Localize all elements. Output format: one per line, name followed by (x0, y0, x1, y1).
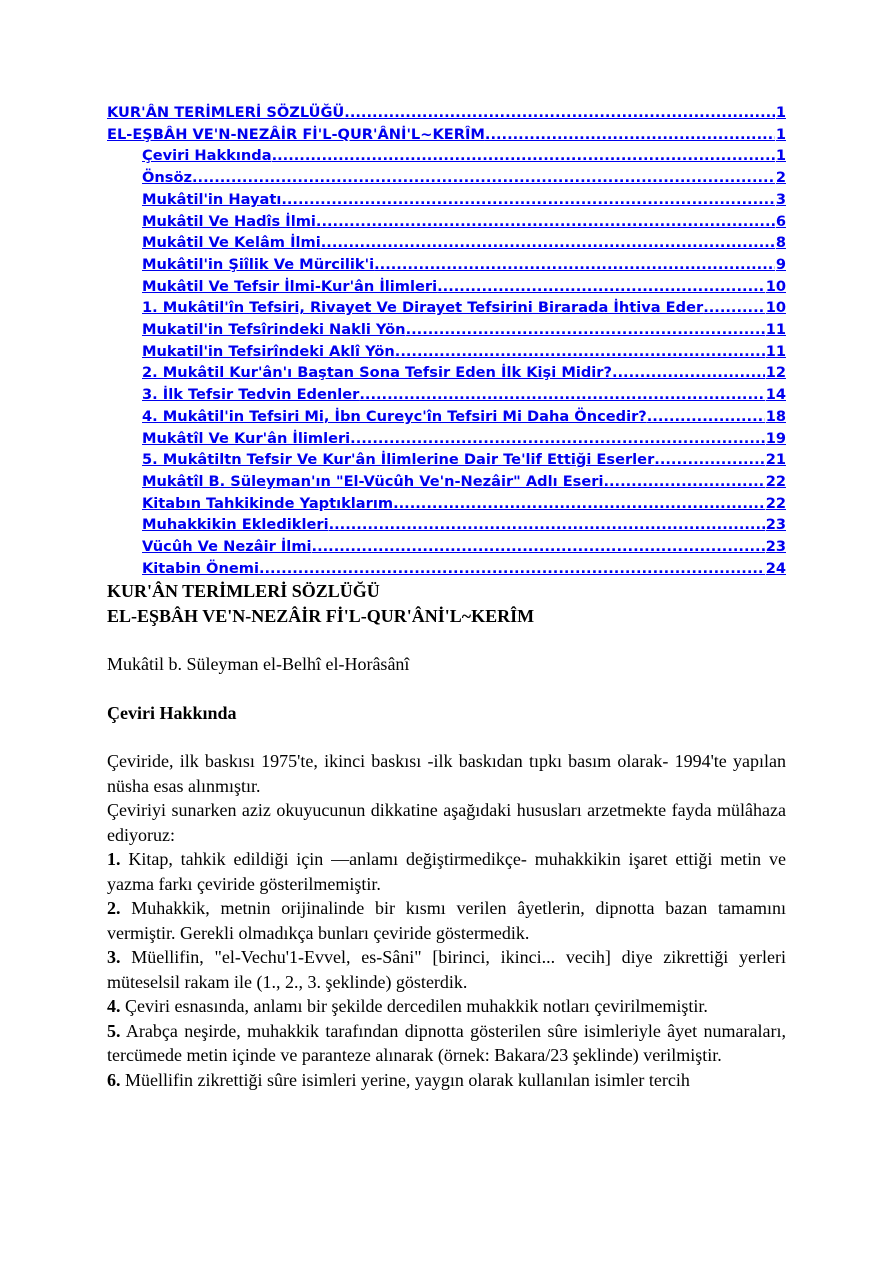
toc-entry-title: Vücûh Ve Nezâir İlmi (142, 538, 312, 556)
toc-entry-title: 1. Mukâtil'în Tefsiri, Rivayet Ve Dirayet Tefsirini Birarada İhtiva Eder (142, 299, 704, 317)
toc-link[interactable] (142, 319, 786, 341)
toc-entry-title: Muhakkikin Ekledikleri (142, 516, 329, 534)
toc-link[interactable] (142, 232, 786, 254)
intro-paragraph: Çeviride, ilk baskısı 1975'te, ikinci baskısı -ilk baskıdan tıpkı basım olarak- 1994'te yapılan nüsha esas alınmıştır. (107, 751, 786, 796)
document-body (107, 579, 786, 1092)
toc-entry-title: 5. Mukâtiltn Tefsir Ve Kur'ân İlimlerine Dair Te'lif Ettiği Eserler (142, 451, 655, 469)
toc-entry-title: 2. Mukâtil Kur'ân'ı Baştan Sona Tefsir Eden İlk Kişi Midir? (142, 364, 612, 382)
toc-page-number: 10 (765, 277, 786, 295)
toc-page-number: 22 (765, 472, 786, 490)
toc-page-number: 19 (765, 429, 786, 447)
toc-entry (107, 362, 786, 384)
toc-entry (107, 449, 786, 471)
toc-dot-leader (312, 536, 765, 558)
toc-link[interactable] (142, 211, 786, 233)
intro-paragraph: Çeviriyi sunarken aziz okuyucunun dikkatine aşağıdaki hususları arzetmekte fayda mülâhaza ediyoruz: (107, 800, 786, 845)
toc-dot-leader (350, 428, 765, 450)
toc-link[interactable] (142, 189, 786, 211)
toc-link[interactable] (142, 493, 786, 515)
toc-dot-leader (316, 211, 775, 233)
toc-dot-leader (485, 124, 775, 146)
toc-entry (107, 276, 786, 298)
toc-entry (107, 211, 786, 233)
toc-dot-leader (395, 341, 765, 363)
toc-entry-title: EL-EŞBÂH VE'N-NEZÂİR Fİ'L-QUR'ÂNİ'L~KERÎM (107, 125, 485, 143)
toc-dot-leader (437, 276, 765, 298)
toc-page-number: 21 (765, 451, 786, 469)
toc-entry (107, 145, 786, 167)
toc-entry (107, 189, 786, 211)
toc-page-number: 1 (775, 125, 786, 143)
toc-page-number: 23 (765, 538, 786, 556)
toc-dot-leader (329, 514, 765, 536)
list-item-number: 2. (107, 898, 121, 919)
toc-entry-title: Mukatil'in Tefsirîndeki Aklî Yön (142, 342, 395, 360)
toc-entry (107, 384, 786, 406)
table-of-contents (107, 102, 786, 579)
toc-page-number: 10 (765, 299, 786, 317)
toc-entry (107, 471, 786, 493)
toc-entry-title: Çeviri Hakkında (142, 147, 272, 165)
toc-entry (107, 232, 786, 254)
toc-page-number: 1 (775, 104, 786, 121)
list-item-number: 4. (107, 996, 121, 1017)
list-item-text: Müellifin, "el-Vechu'1-Evvel, es-Sâni" [birinci, ikinci... vecih] diye zikrettiği yerleri müteselsil rakam ile (1., 2., 3. şeklinde) gösterdik. (107, 947, 786, 992)
toc-entry-title: Önsöz (142, 169, 193, 187)
toc-entry-title: Mukâtil'in Şiîlik Ve Mürcilik'i (142, 255, 375, 273)
toc-dot-leader (259, 558, 765, 580)
toc-page-number: 2 (775, 169, 786, 187)
toc-link[interactable] (142, 449, 786, 471)
toc-entry (107, 254, 786, 276)
toc-link[interactable] (142, 362, 786, 384)
list-item (107, 1068, 786, 1093)
toc-link[interactable] (142, 558, 786, 580)
toc-link[interactable] (142, 297, 786, 319)
toc-entry (107, 124, 786, 146)
toc-link[interactable] (142, 145, 786, 167)
toc-link[interactable] (142, 536, 786, 558)
toc-page-number: 23 (765, 516, 786, 534)
toc-link[interactable] (142, 167, 786, 189)
toc-page-number: 24 (765, 559, 786, 577)
list-item (107, 994, 786, 1019)
toc-entry-title: KUR'ÂN TERİMLERİ SÖZLÜĞÜ (107, 104, 345, 121)
toc-dot-leader (344, 102, 775, 124)
toc-entry-title: Mukâtil Ve Kelâm İlmi (142, 234, 321, 252)
toc-dot-leader (654, 449, 764, 471)
list-item (107, 896, 786, 945)
toc-page-number: 8 (775, 234, 786, 252)
toc-entry (107, 102, 786, 124)
toc-link[interactable] (142, 428, 786, 450)
toc-entry-title: Kitabın Tahkikinde Yaptıklarım (142, 494, 394, 512)
toc-entry (107, 514, 786, 536)
toc-dot-leader (359, 384, 764, 406)
toc-dot-leader (647, 406, 765, 428)
section-heading: Çeviri Hakkında (107, 702, 237, 723)
list-item-number: 6. (107, 1069, 121, 1090)
toc-dot-leader (272, 145, 775, 167)
document-page (107, 102, 786, 1092)
list-item-text: Kitap, tahkik edildiği için —anlamı değiştirmedikçe- muhakkikin işaret ettiği metin ve yazma farkı çeviride gösterilmemiştir. (107, 849, 787, 894)
toc-link[interactable] (142, 406, 786, 428)
toc-link[interactable] (142, 514, 786, 536)
toc-link[interactable] (142, 276, 786, 298)
toc-link[interactable] (142, 384, 786, 406)
toc-page-number: 12 (765, 364, 786, 382)
toc-entry (107, 167, 786, 189)
toc-dot-leader (406, 319, 765, 341)
toc-entry-title: Mukâtil'in Hayatı (142, 190, 282, 208)
toc-page-number: 11 (765, 342, 786, 360)
toc-page-number: 6 (775, 212, 786, 230)
toc-entry (107, 297, 786, 319)
author-line: Mukâtil b. Süleyman el-Belhî el-Horâsânî (107, 654, 410, 675)
toc-entry (107, 406, 786, 428)
toc-dot-leader (281, 189, 775, 211)
toc-dot-leader (321, 232, 775, 254)
toc-link[interactable] (107, 102, 786, 124)
toc-page-number: 14 (765, 386, 786, 404)
list-item-number: 3. (107, 947, 121, 968)
toc-entry (107, 536, 786, 558)
toc-page-number: 9 (775, 255, 786, 273)
toc-dot-leader (192, 167, 775, 189)
toc-link[interactable] (107, 124, 786, 146)
toc-page-number: 11 (765, 321, 786, 339)
list-item (107, 847, 786, 896)
list-item-number: 5. (107, 1020, 121, 1041)
numbered-list (107, 847, 786, 1092)
toc-page-number: 3 (775, 190, 786, 208)
toc-entry-title: Mukâtîl Ve Kur'ân İlimleri (142, 429, 351, 447)
toc-entry (107, 558, 786, 580)
toc-entry-title: 4. Mukâtil'in Tefsiri Mi, İbn Cureyc'în Tefsiri Mi Daha Öncedir? (142, 407, 647, 425)
list-item-text: Çeviri esnasında, anlamı bir şekilde dercedilen muhakkik notları çevirilmemiştir. (125, 996, 708, 1017)
toc-dot-leader (374, 254, 775, 276)
toc-entry (107, 493, 786, 515)
toc-page-number: 22 (765, 494, 786, 512)
list-item-number: 1. (107, 849, 121, 870)
toc-entry-title: Mukâtil Ve Tefsir İlmi-Kur'ân İlimleri (142, 277, 438, 295)
list-item-text: Müellifin zikrettiği sûre isimleri yerine, yaygın olarak kullanılan isimler tercih (125, 1069, 690, 1090)
toc-entry-title: Mukâtîl B. Süleyman'ın "El-Vücûh Ve'n-Nezâir" Adlı Eseri (142, 472, 604, 490)
toc-dot-leader (612, 362, 765, 384)
toc-entry-title: Mukatil'in Tefsîrindeki Nakli Yön (142, 321, 406, 339)
toc-entry-title: 3. İlk Tefsir Tedvin Edenler (142, 386, 360, 404)
list-item-text: Muhakkik, metnin orijinalinde bir kısmı verilen âyetlerin, dipnotta bazan tamamını vermiştir. Gerekli olmadıkça bunları çeviride göstermedik. (107, 898, 786, 943)
toc-entry-title: Mukâtil Ve Hadîs İlmi (142, 212, 316, 230)
toc-dot-leader (393, 493, 765, 515)
list-item (107, 1019, 786, 1068)
toc-entry (107, 319, 786, 341)
toc-entry (107, 341, 786, 363)
toc-link[interactable] (142, 254, 786, 276)
document-title: KUR'ÂN TERİMLERİ SÖZLÜĞÜ (107, 581, 380, 602)
list-item (107, 945, 786, 994)
list-item-text: Arabça neşirde, muhakkik tarafından dipnotta gösterilen sûre isimleriyle âyet numaraları, tercümede metin içinde ve paranteze alınarak (örnek: Bakara/23 şeklinde) verilmiştir. (107, 1020, 786, 1066)
toc-link[interactable] (142, 471, 786, 493)
toc-page-number: 18 (765, 407, 786, 425)
toc-page-number: 1 (775, 147, 786, 165)
toc-dot-leader (603, 471, 764, 493)
toc-entry (107, 428, 786, 450)
document-subtitle: EL-EŞBÂH VE'N-NEZÂİR Fİ'L-QUR'ÂNİ'L~KERÎM (107, 605, 535, 626)
toc-link[interactable] (142, 341, 786, 363)
toc-entry-title: Kitabin Önemi (142, 559, 259, 577)
toc-dot-leader (703, 297, 765, 319)
